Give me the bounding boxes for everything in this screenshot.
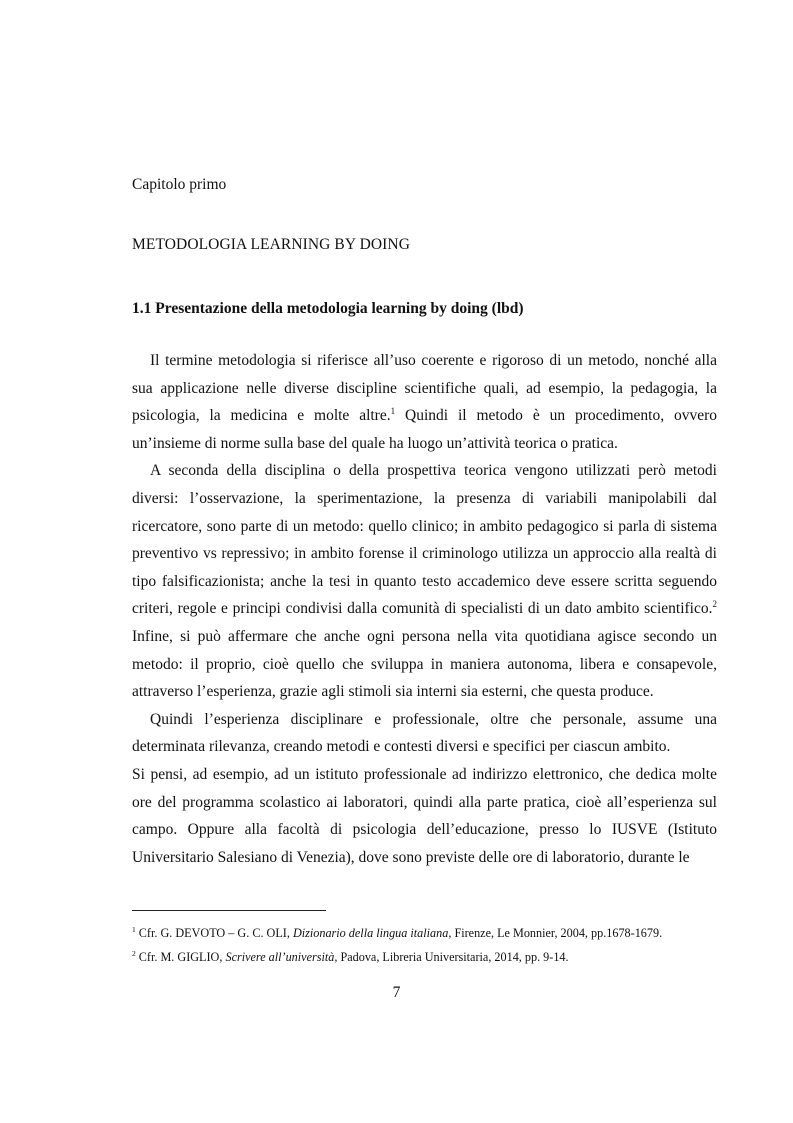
page-number: 7	[392, 984, 401, 1001]
body-text	[132, 347, 717, 871]
footnote-title: Scrivere all’università	[225, 950, 335, 964]
paragraph-2	[132, 457, 717, 705]
footnote-text: Cfr. M. GIGLIO,	[135, 950, 226, 964]
section-heading: 1.1 Presentazione della metodologia learning by doing (lbd)	[132, 300, 524, 317]
paragraph-1-text-a: Il termine metodologia si riferisce all’uso coerente e rigoroso di un metodo, nonché alla sua applicazione nelle diverse discipline scientifiche quali, ad esempio, la pedagogia, la psicologia, la medicina e molte altre.	[132, 352, 717, 425]
paragraph-2-text-a: A seconda della disciplina o della prospettiva teorica vengono utilizzati però metodi diversi: l’osservazione, la sperimentazione, la presenza di variabili manipolabili dal ricercatore, sono parte di un metodo: quello clinico; in ambito pedagogico si parla di sistema preventivo vs repressivo; in ambito forense il criminologo utilizza un approccio alla realtà di tipo falsificazionista; anche la tesi in quanto testo accademico deve essere scritta seguendo criteri, regole e principi condivisi dalla comunità di specialisti di un dato ambito scientifico.	[132, 462, 717, 618]
footnote-ref-1[interactable]: 1	[390, 406, 396, 417]
footnote-separator	[132, 910, 326, 911]
paragraph-1	[132, 347, 717, 457]
footnote-text: , Firenze, Le Monnier, 2004, pp.1678-1679.	[448, 926, 663, 940]
footnote-ref-2[interactable]: 2	[712, 599, 717, 610]
footnotes	[132, 921, 752, 969]
footnote-text: Cfr. G. DEVOTO – G. C. OLI,	[135, 926, 293, 940]
footnote-title: Dizionario della lingua italiana	[292, 926, 449, 940]
footnote-number: 1	[132, 925, 136, 934]
paragraph-4: Si pensi, ad esempio, ad un istituto professionale ad indirizzo elettronico, che dedica molte ore del programma scolastico ai laboratori, quindi alla parte pratica, cioè all’esperienza sul campo. Oppure alla facoltà di psicologia dell’educazione, presso lo IUSVE (Istituto Universitario Salesiano di Venezia), dove sono previste delle ore di laboratorio, durante le	[132, 765, 717, 866]
footnote-number: 2	[132, 949, 136, 958]
footnote-text: , Padova, Libreria Universitaria, 2014, pp. 9-14.	[334, 950, 569, 964]
paragraph-2-text-b: Infine, si può affermare che anche ogni persona nella vita quotidiana agisce secondo un metodo: il proprio, cioè quello che sviluppa in maniera autonoma, libera e consapevole, attraverso l’esperienza, grazie agli stimoli sia interni sia esterni, che questa produce.	[132, 627, 717, 701]
footnote-1	[132, 921, 752, 945]
paragraph-3: Quindi l’esperienza disciplinare e professionale, oltre che personale, assume una determinata rilevanza, creando metodi e contesti diversi e specifici per ciascun ambito.	[132, 710, 717, 756]
paragraph-1-text-b: Quindi il metodo è un procedimento, ovvero un’insieme di norme sulla base del quale ha luogo un’attività teorica o pratica.	[132, 407, 717, 452]
footnote-2	[132, 945, 752, 969]
chapter-title: METODOLOGIA LEARNING BY DOING	[132, 236, 411, 253]
chapter-label: Capitolo primo	[132, 176, 227, 193]
